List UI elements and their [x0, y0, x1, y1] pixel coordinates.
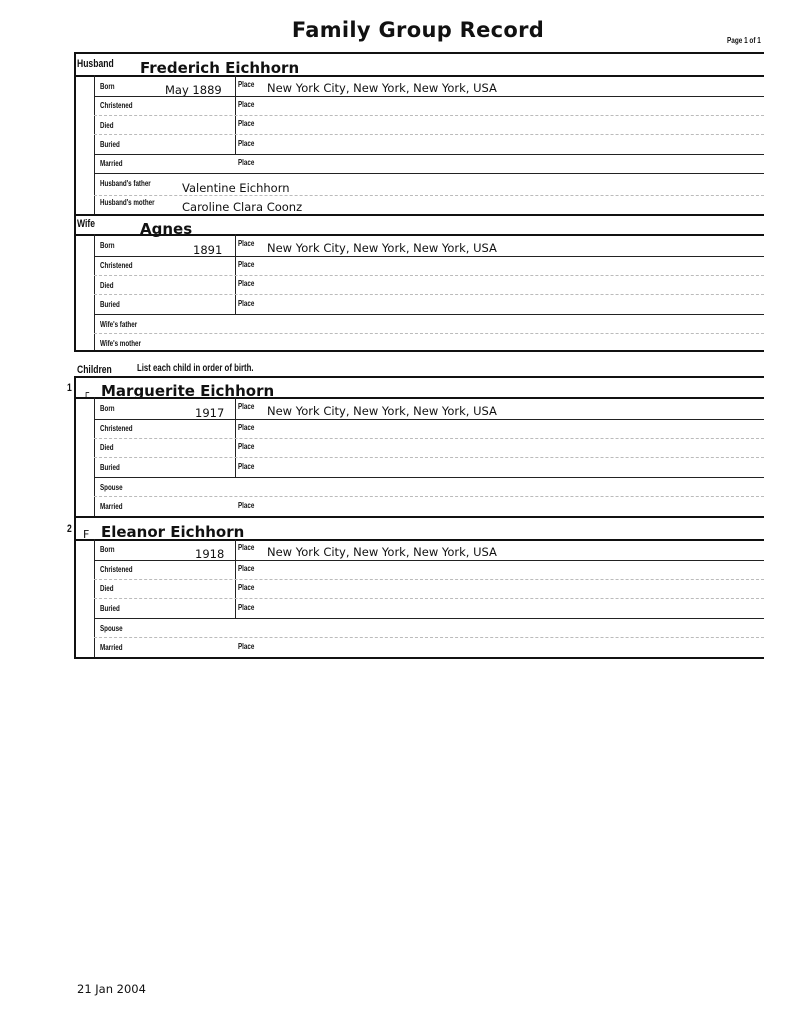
divider [94, 195, 764, 196]
divider [94, 579, 764, 580]
place-label: Place [238, 119, 255, 128]
husband-born: May 1889 [165, 83, 222, 97]
christened-label: Christened [100, 424, 133, 433]
place-label: Place [238, 564, 255, 573]
born-label: Born [100, 82, 115, 91]
divider [94, 598, 764, 599]
wifes-mother-label: Wife's mother [100, 339, 141, 348]
wifes-father-label: Wife's father [100, 320, 138, 329]
child-sex: ┌ [83, 388, 90, 399]
divider [74, 539, 764, 541]
divider [94, 314, 764, 315]
divider [94, 419, 764, 420]
died-label: Died [100, 443, 114, 452]
divider [74, 52, 764, 54]
place-label: Place [238, 100, 255, 109]
divider [94, 294, 764, 295]
married-label: Married [100, 159, 123, 168]
divider [235, 234, 236, 314]
divider [94, 477, 764, 478]
child-name: Marguerite Eichhorn [101, 382, 275, 400]
place-label: Place [238, 158, 255, 167]
children-label: Children [77, 364, 112, 376]
wife-label: Wife [77, 218, 96, 230]
place-label: Place [238, 299, 255, 308]
divider [94, 173, 764, 174]
divider [74, 214, 764, 216]
child-number: 2 [67, 523, 72, 535]
divider [74, 516, 764, 518]
divider [94, 618, 764, 619]
wife-name: Agnes [140, 220, 193, 238]
place-label: Place [238, 80, 255, 89]
born-label: Born [100, 545, 115, 554]
died-label: Died [100, 584, 114, 593]
divider [74, 516, 76, 658]
divider [94, 115, 764, 116]
divider [235, 397, 236, 477]
divider [74, 234, 764, 236]
husbands-mother: Caroline Clara Coonz [182, 200, 303, 214]
place-label: Place [238, 402, 255, 411]
buried-label: Buried [100, 140, 120, 149]
divider [74, 52, 76, 214]
divider [74, 214, 76, 350]
spouse-label: Spouse [100, 483, 123, 492]
husbands-mother-label: Husband's mother [100, 198, 155, 207]
husband-born-place: New York City, New York, New York, USA [267, 81, 497, 95]
buried-label: Buried [100, 300, 120, 309]
divider [94, 275, 764, 276]
divider [94, 333, 764, 334]
page-number: Page 1 of 1 [727, 36, 761, 45]
child-name: Eleanor Eichhorn [101, 523, 245, 541]
husband-label: Husband [77, 58, 114, 70]
buried-label: Buried [100, 463, 120, 472]
place-label: Place [238, 603, 255, 612]
divider [74, 350, 764, 352]
christened-label: Christened [100, 101, 133, 110]
place-label: Place [238, 583, 255, 592]
wife-born-place: New York City, New York, New York, USA [267, 241, 497, 255]
husband-name: Frederich Eichhorn [140, 59, 300, 77]
christened-label: Christened [100, 261, 133, 270]
married-label: Married [100, 643, 123, 652]
divider [94, 134, 764, 135]
place-label: Place [238, 139, 255, 148]
place-label: Place [238, 423, 255, 432]
children-note: List each child in order of birth. [137, 363, 254, 374]
page-title: Family Group Record [291, 18, 545, 42]
divider [94, 560, 764, 561]
married-label: Married [100, 502, 123, 511]
child-born-place: New York City, New York, New York, USA [267, 404, 497, 418]
divider [74, 376, 764, 378]
divider [94, 637, 764, 638]
child-born: 1918 [195, 547, 225, 561]
wife-born: 1891 [193, 243, 223, 257]
place-label: Place [238, 462, 255, 471]
died-label: Died [100, 121, 114, 130]
died-label: Died [100, 281, 114, 290]
footer-date: 21 Jan 2004 [77, 982, 146, 996]
place-label: Place [238, 239, 255, 248]
place-label: Place [238, 442, 255, 451]
child-sex: F [83, 528, 90, 541]
divider [74, 397, 764, 399]
divider [94, 496, 764, 497]
husbands-father: Valentine Eichhorn [182, 181, 290, 195]
divider [94, 256, 764, 257]
husbands-father-label: Husband's father [100, 179, 151, 188]
christened-label: Christened [100, 565, 133, 574]
born-label: Born [100, 241, 115, 250]
divider [94, 96, 764, 97]
divider [74, 376, 76, 516]
place-label: Place [238, 279, 255, 288]
child-born: 1917 [195, 406, 225, 420]
child-born-place: New York City, New York, New York, USA [267, 545, 497, 559]
spouse-label: Spouse [100, 624, 123, 633]
place-label: Place [238, 260, 255, 269]
buried-label: Buried [100, 604, 120, 613]
place-label: Place [238, 642, 255, 651]
divider [94, 438, 764, 439]
divider [74, 657, 764, 659]
divider [94, 457, 764, 458]
child-number: 1 [67, 382, 72, 394]
divider [94, 154, 764, 155]
place-label: Place [238, 501, 255, 510]
born-label: Born [100, 404, 115, 413]
divider [74, 75, 764, 77]
place-label: Place [238, 543, 255, 552]
